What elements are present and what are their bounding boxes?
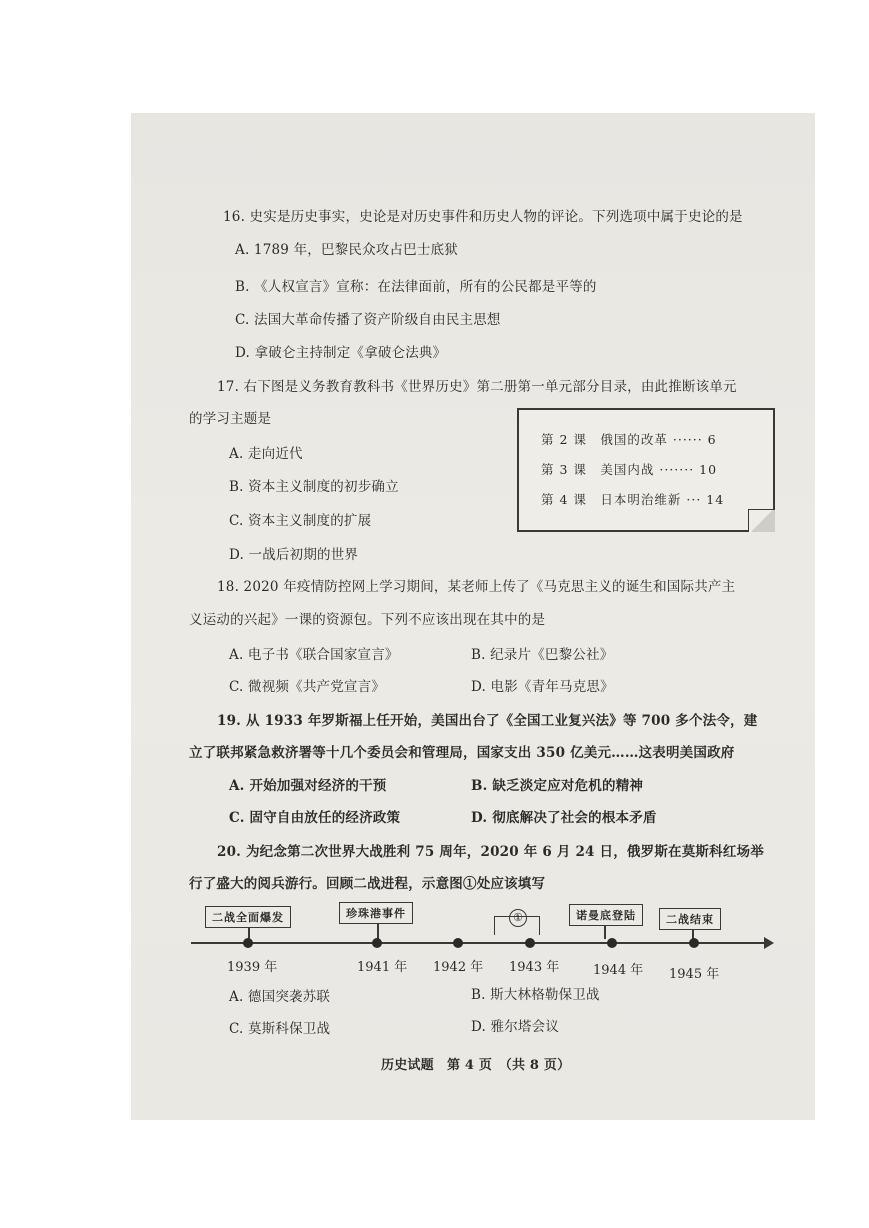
toc-row-lesson-3: 第 3 课 美国内战 ······· 10 [541,462,718,477]
q19-option-a: A. 开始加强对经济的干预 [229,778,387,794]
arrow-right-icon [764,937,774,949]
q18-option-c: C. 微视频《共产党宣言》 [229,679,386,695]
q18-option-b: B. 纪录片《巴黎公社》 [471,647,614,663]
q16-option-b: B. 《人权宣言》宣称：在法律面前，所有的公民都是平等的 [235,279,597,295]
timeline-year-1941: 1941 年 [357,960,408,975]
timeline-year-1943: 1943 年 [509,960,560,975]
timeline-year-1944: 1944 年 [593,963,644,978]
q19-option-d: D. 彻底解决了社会的根本矛盾 [471,810,657,826]
page-curl-icon [748,509,775,532]
q18-option-a: A. 电子书《联合国家宣言》 [229,647,399,663]
q19-stem-line2: 立了联邦紧急救济署等十几个委员会和管理局，国家支出 350 亿美元……这表明美国政府 [189,745,735,761]
timeline-label-pearl-harbor: 珍珠港事件 [339,902,413,924]
q18-option-d: D. 电影《青年马克思》 [471,679,614,695]
q18-stem-line2: 义运动的兴起》一课的资源包。下列不应该出现在其中的是 [189,612,546,628]
q17-option-c: C. 资本主义制度的扩展 [229,513,372,529]
timeline-label-war-end: 二战结束 [659,908,721,930]
timeline-label-war-outbreak: 二战全面爆发 [205,906,291,928]
q19-stem-line1: 19. 从 1933 年罗斯福上任开始，美国出台了《全国工业复兴法》等 700 多个法令，建 [217,713,758,729]
q18-stem-line1: 18. 2020 年疫情防控网上学习期间，某老师上传了《马克思主义的诞生和国际共产主 [217,579,736,595]
q16-option-c: C. 法国大革命传播了资产阶级自由民主思想 [235,312,501,328]
q20-option-a: A. 德国突袭苏联 [229,989,331,1005]
q19-option-b: B. 缺乏淡定应对危机的精神 [471,778,644,794]
q17-stem-line2: 的学习主题是 [189,411,272,427]
timeline-axis [191,942,766,944]
q16-option-a: A. 1789 年，巴黎民众攻占巴士底狱 [235,242,458,258]
timeline-year-1939: 1939 年 [227,960,278,975]
q20-stem-line1: 20. 为纪念第二次世界大战胜利 75 周年，2020 年 6 月 24 日，俄罗斯在莫斯科红场举 [217,844,764,860]
timeline-point-1941 [372,938,382,948]
q16-option-d: D. 拿破仑主持制定《拿破仑法典》 [235,345,447,361]
timeline-label-normandy: 诺曼底登陆 [569,904,643,926]
timeline-tick [604,925,606,939]
timeline-year-1945: 1945 年 [669,967,720,982]
timeline-point-1945 [689,938,699,948]
q20-option-c: C. 莫斯科保卫战 [229,1021,331,1037]
q20-option-b: B. 斯大林格勒保卫战 [471,987,600,1003]
toc-row-lesson-2: 第 2 课 俄国的改革 ······ 6 [541,432,717,447]
timeline-point-1943 [525,938,535,948]
q17-option-b: B. 资本主义制度的初步确立 [229,479,399,495]
q19-option-c: C. 固守自由放任的经济政策 [229,810,401,826]
timeline-point-1939 [243,938,253,948]
q20-option-d: D. 雅尔塔会议 [471,1019,560,1035]
q16-stem: 16. 史实是历史事实，史论是对历史事件和历史人物的评论。下列选项中属于史论的是 [223,209,743,225]
timeline-point-1942 [453,938,463,948]
q20-stem-line2: 行了盛大的阅兵游行。回顾二战进程，示意图①处应该填写 [189,876,546,892]
page-footer: 历史试题 第 4 页 （共 8 页） [381,1058,571,1073]
textbook-contents-card [517,408,775,532]
toc-row-lesson-4: 第 4 课 日本明治维新 ··· 14 [541,492,725,507]
timeline-point-1944 [607,938,617,948]
exam-page [131,113,815,1120]
q17-stem-line1: 17. 右下图是义务教育教科书《世界历史》第二册第一单元部分目录，由此推断该单元 [217,379,737,395]
timeline-year-1942: 1942 年 [433,960,484,975]
q17-option-d: D. 一战后初期的世界 [229,547,359,563]
timeline-tick [377,923,379,939]
timeline-blank-marker: ① [509,909,527,927]
q17-option-a: A. 走向近代 [229,446,303,462]
